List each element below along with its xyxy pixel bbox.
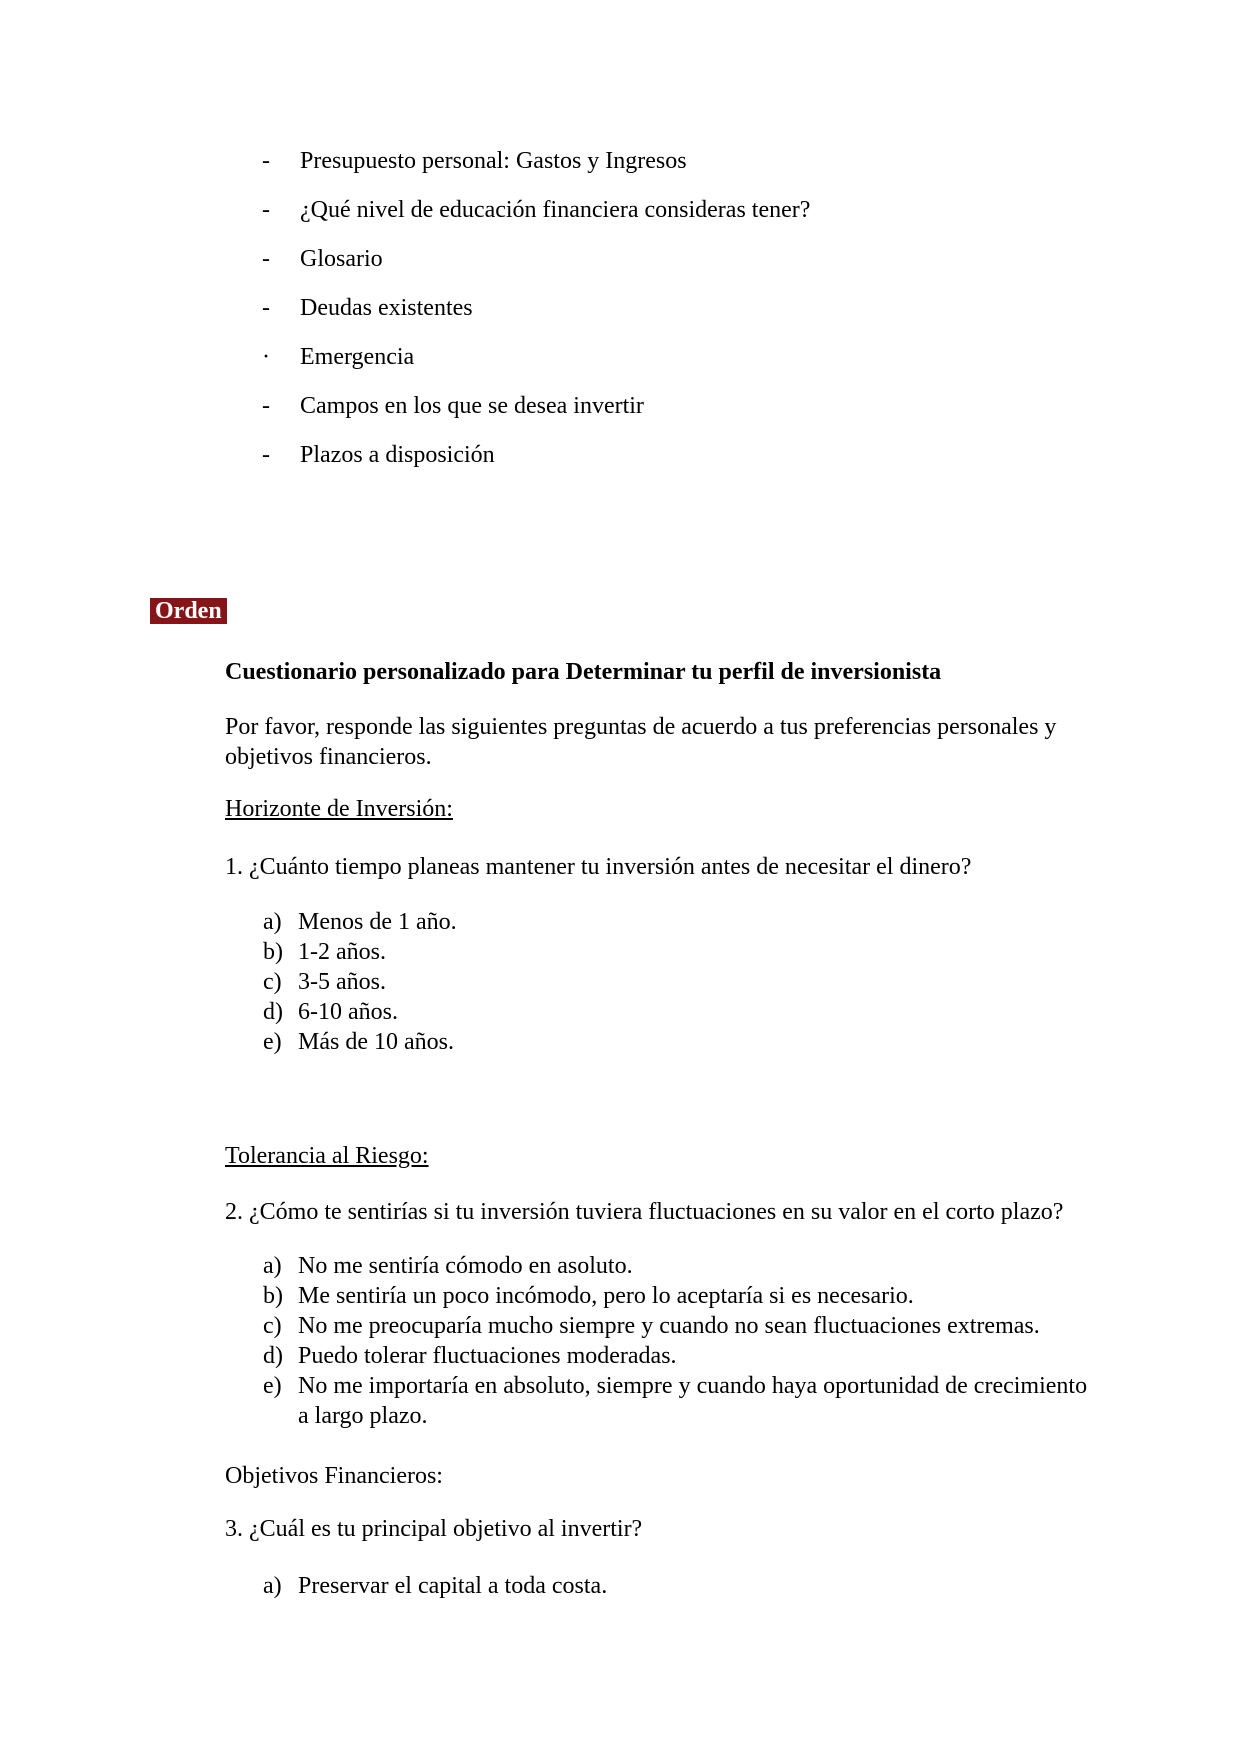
bullet-marker: · <box>262 344 270 370</box>
section-heading-tolerancia: Tolerancia al Riesgo: <box>225 1143 429 1169</box>
list-item <box>262 440 1242 470</box>
list-item <box>262 195 1242 225</box>
option-text: Me sentiría un poco incómodo, pero lo aceptaría si es necesario. <box>298 1283 914 1309</box>
option-label: a) <box>263 909 282 935</box>
option-text: Más de 10 años. <box>298 1029 454 1055</box>
highlighted-word: Orden <box>150 598 227 624</box>
bullet-marker: - <box>262 246 270 272</box>
list-item <box>262 244 1242 274</box>
bullet-marker: - <box>262 295 270 321</box>
section-heading-horizonte: Horizonte de Inversión: <box>225 796 453 822</box>
questionnaire-intro: Por favor, responde las siguientes preguntas de acuerdo a tus preferencias personales y objetivos financieros. <box>225 714 1057 770</box>
list-item-text: Glosario <box>300 246 383 272</box>
option-label: a) <box>263 1253 282 1279</box>
option-label: d) <box>263 1343 283 1369</box>
option-row <box>263 1371 1242 1431</box>
option-text: 3-5 años. <box>298 969 386 995</box>
list-item <box>262 342 1242 372</box>
bullet-marker: - <box>262 148 270 174</box>
question-1: 1. ¿Cuánto tiempo planeas mantener tu inversión antes de necesitar el dinero? <box>225 854 972 880</box>
option-row <box>263 997 1242 1027</box>
highlighted-word-row <box>150 596 1242 626</box>
list-item-text: Emergencia <box>300 344 415 370</box>
option-row <box>263 1027 1242 1057</box>
option-label: a) <box>263 1573 282 1599</box>
list-item-text: Campos en los que se desea invertir <box>300 393 644 419</box>
bullet-marker: - <box>262 197 270 223</box>
list-item-text: Deudas existentes <box>300 295 473 321</box>
option-row <box>263 937 1242 967</box>
list-item-text: ¿Qué nivel de educación financiera consideras tener? <box>300 197 811 223</box>
bullet-marker: - <box>262 442 270 468</box>
option-row <box>263 1341 1242 1371</box>
option-row <box>263 967 1242 997</box>
option-row <box>263 1251 1242 1281</box>
option-text: No me preocuparía mucho siempre y cuando no sean fluctuaciones extremas. <box>298 1313 1040 1339</box>
list-item-text: Plazos a disposición <box>300 442 495 468</box>
list-item <box>262 146 1242 176</box>
option-text: Preservar el capital a toda costa. <box>298 1573 608 1599</box>
option-label: c) <box>263 969 282 995</box>
option-label: b) <box>263 939 283 965</box>
option-row <box>263 1281 1242 1311</box>
option-label: e) <box>263 1373 282 1399</box>
option-label: d) <box>263 999 283 1025</box>
option-text: 6-10 años. <box>298 999 398 1025</box>
question-2-options <box>0 1251 1242 1431</box>
topic-list <box>0 0 1242 470</box>
option-row <box>263 907 1242 937</box>
question-3: 3. ¿Cuál es tu principal objetivo al invertir? <box>225 1516 643 1542</box>
option-text: Puedo tolerar fluctuaciones moderadas. <box>298 1343 677 1369</box>
option-text: No me importaría en absoluto, siempre y cuando haya oportunidad de crecimiento a largo plazo. <box>298 1373 1088 1429</box>
option-text: 1-2 años. <box>298 939 386 965</box>
questionnaire-title: Cuestionario personalizado para Determinar tu perfil de inversionista <box>225 659 942 685</box>
question-2: 2. ¿Cómo te sentirías si tu inversión tuviera fluctuaciones en su valor en el corto plazo? <box>225 1199 1064 1225</box>
option-label: e) <box>263 1029 282 1055</box>
option-text: No me sentiría cómodo en asoluto. <box>298 1253 633 1279</box>
option-label: b) <box>263 1283 283 1309</box>
section-heading-objetivos: Objetivos Financieros: <box>225 1463 443 1489</box>
option-label: c) <box>263 1313 282 1339</box>
list-item-text: Presupuesto personal: Gastos y Ingresos <box>300 148 687 174</box>
option-row <box>263 1311 1242 1341</box>
question-1-options <box>0 907 1242 1057</box>
question-3-options <box>0 1571 1242 1601</box>
option-text: Menos de 1 año. <box>298 909 457 935</box>
list-item <box>262 293 1242 323</box>
option-row <box>263 1571 1242 1601</box>
list-item <box>262 391 1242 421</box>
bullet-marker: - <box>262 393 270 419</box>
